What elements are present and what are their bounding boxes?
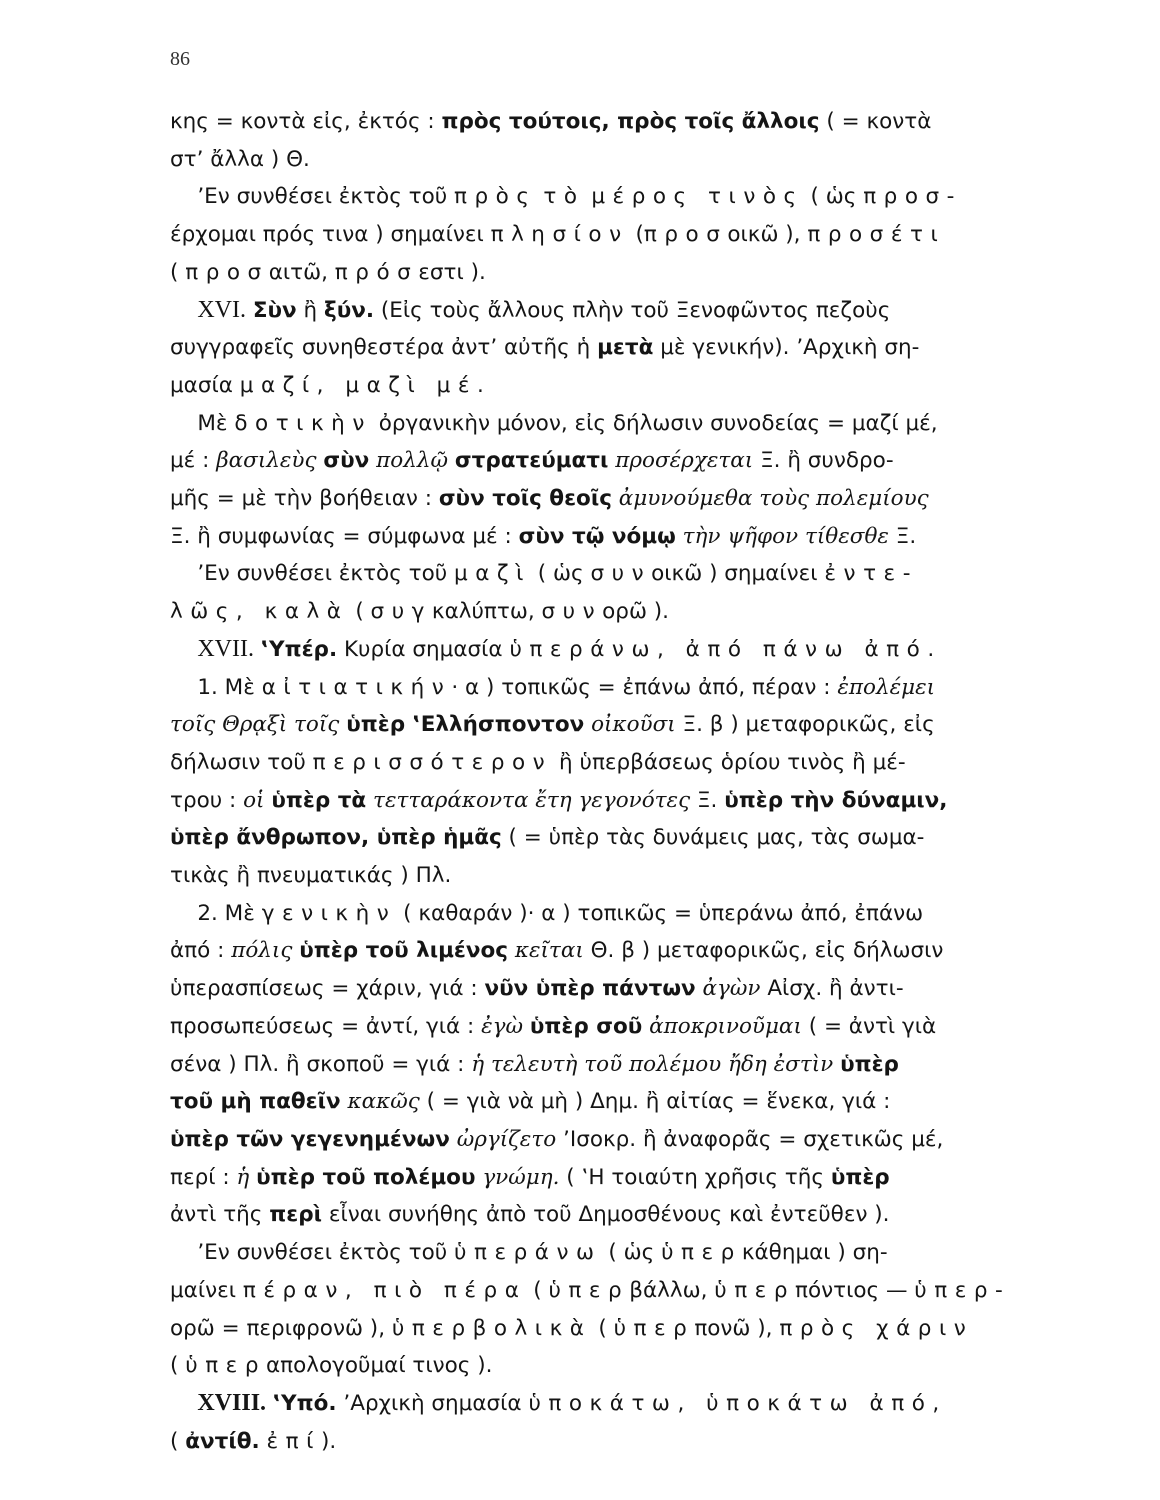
text-segment: ὑπὲρ [840,1051,899,1077]
text-segment: Ξ. ἢ συνδρο- [753,448,894,474]
text-segment: ἢ [296,297,324,323]
text-segment: ( [170,1353,186,1379]
text-segment: μὲ γενικήν). ’Αρχικὴ ση- [653,335,920,361]
text-segment: κεῖται [514,938,584,964]
text-segment: ἀποκρινοῦμαι [649,1013,802,1039]
text-segment [170,637,197,662]
text-segment: ( ὡς [803,184,864,210]
text-segment [260,1429,267,1454]
text-segment: ὑπὲρ σοῦ [529,1013,643,1039]
text-line [170,367,1090,405]
text-segment: πέραν, πιὸ πέρα [242,1277,527,1303]
text-line [170,254,1090,292]
text-segment: ἀπό : [170,938,232,964]
text-segment: Ξ. β ) μεταφορικῶς, εἰς [675,712,935,738]
text-segment: πρὸς χάριν [779,1315,974,1341]
text-line [170,970,1090,1008]
text-segment: 1. Μὲ [170,674,262,700]
text-line [170,857,1090,895]
text-line [170,1083,1090,1121]
text-segment: προσωπεύσεως = ἀντί, γιά : [170,1013,482,1039]
text-segment: τετταράκοντα ἔτη γεγονότες [373,787,691,813]
text-segment [696,976,703,1001]
text-segment: ὑπὲρ τὰ [271,787,367,813]
text-segment: στρατεύματι [454,448,609,474]
text-segment: κακῶς [347,1089,420,1115]
text-segment: αιτῶ, [268,259,335,285]
text-line [170,1385,1090,1423]
text-segment: Ξ. [690,787,725,813]
text-segment: οικῶ ) σημαίνει [651,561,825,587]
text-segment: ὑπερ [661,1240,742,1266]
text-segment: ( ὡς [530,561,591,587]
text-segment [450,1127,457,1152]
text-line [170,706,1090,744]
text-segment: πρόσ [334,259,419,285]
text-segment: τοῖς Θρᾳξὶ τοῖς [170,712,340,738]
text-line [170,1159,1090,1197]
text-line [170,1196,1090,1234]
text-segment: ορῶ = περιφρονῶ ), [170,1315,392,1341]
text-line [170,1234,1090,1272]
text-line [170,518,1090,556]
text-segment: δοτικὴν [234,410,372,436]
text-segment [170,1391,197,1416]
text-segment: μέ : [170,448,217,474]
text-segment [246,298,253,323]
text-segment: ἐπί [266,1428,321,1454]
text-segment: ὑπὲρ ἄνθρωπον, ὑπὲρ ἡμᾶς [170,825,502,851]
text-segment: τὸ [543,184,585,210]
text-line [170,782,1090,820]
text-segment: ἐντε- [824,561,918,587]
text-segment: ξύν. [324,297,375,323]
text-segment: συν [590,561,652,587]
text-segment: τοῦ μὴ παθεῖν [170,1089,341,1115]
text-line [170,1310,1090,1348]
text-segment [254,637,261,662]
text-segment: λῶς, καλὰ [170,599,349,625]
body-text [170,103,1090,1460]
text-segment: 2. Μὲ [170,900,262,926]
text-segment: σὺν [323,448,370,474]
text-line [170,669,1090,707]
page-number: 86 [170,48,190,70]
text-line [170,932,1090,970]
text-segment: ( = ὑπὲρ τὰς δυνάμεις μας, τὰς σωμα- [501,825,925,851]
text-line [170,593,1090,631]
text-line [170,1347,1090,1385]
text-line [170,555,1090,593]
text-segment: ὑπερβολικὰ [391,1315,592,1341]
text-segment: τρου : [170,787,244,813]
text-segment: ( [348,599,371,625]
text-segment: προσ [643,222,728,248]
text-segment: δήλωσιν τοῦ [170,749,313,775]
text-segment: ὀργανικὴν μόνον, εἰς δήλωσιν συνοδείας = μαζί μέ, [371,410,938,436]
text-segment: ἡ τελευτὴ τοῦ πολέμου ἤδη ἐστὶν [471,1051,834,1077]
text-segment: εστι ). [418,259,486,285]
text-segment: ἀμυνούμεθα τοὺς πολεμίους [618,486,929,512]
text-segment: XVII. [197,635,254,662]
text-segment: ὑπερ [185,1353,266,1379]
text-segment: (Εἰς τοὺς ἄλλους πλὴν τοῦ Ξενοφῶντος πεζοὺς [374,297,891,323]
text-segment: ( καθαράν )· α ) τοπικῶς = ὑπεράνω ἀπό, ἐπάνω [396,900,924,926]
text-segment: γενικὴν [261,900,397,926]
text-segment: ὑπερ- [914,1277,1011,1303]
text-segment: μετὰ [597,335,654,361]
text-segment: ’Εν συνθέσει ἐκτὸς τοῦ [170,1240,455,1266]
text-segment: ( [170,259,186,285]
text-segment: ἡ [236,1164,250,1190]
text-segment: πόντιος — [795,1277,915,1303]
text-line [170,1046,1090,1084]
text-segment: σένα ) Πλ. ἢ σκοποῦ = γιά : [170,1051,472,1077]
text-segment: εἶναι συνήθης ἀπὸ τοῦ Δημοσθένους καὶ ἐντεῦθεν ). [322,1202,890,1228]
text-segment: ἀντίθ. [185,1428,260,1454]
text-segment [266,1391,273,1416]
text-segment: μῆς = μὲ τὴν βοήθειαν : [170,486,439,512]
text-line [170,895,1090,933]
text-segment: σὺν τῷ νόμῳ [518,523,676,549]
text-segment: οἰκοῦσι [591,712,676,738]
text-segment: XVIII. [197,1389,267,1416]
text-segment: μασία [170,372,240,398]
text-segment: στ’ ἄλλα ) Θ. [170,146,310,172]
text-line [170,1008,1090,1046]
text-line [170,405,1090,443]
text-segment [341,1089,348,1114]
text-segment: ’Ισοκρ. ἢ ἀναφορᾶς = σχετικῶς μέ, [556,1126,944,1152]
text-segment: πονῶ ), [694,1315,780,1341]
text-segment: πολλῷ [376,448,449,474]
text-segment: ὑπερ [548,1277,630,1303]
text-segment: ὑπεράνω [454,1240,602,1266]
text-segment: γνώμη. [482,1164,560,1190]
text-segment: ( = γιὰ νὰ μὴ ) Δημ. ἢ αἰτίας = ἕνεκα, γιά : [419,1089,891,1115]
text-segment: ( [628,222,644,248]
text-segment: XVI. [197,296,246,323]
text-line [170,178,1090,216]
text-segment: περὶ [269,1202,323,1228]
text-segment: ‛Υπό. [272,1390,337,1416]
text-line [170,216,1090,254]
text-line [170,744,1090,782]
text-segment: ’Εν συνθέσει ἐκτὸς τοῦ [170,184,455,210]
text-segment: Κυρία σημασία [337,636,510,662]
text-segment: ( = ἀντὶ γιὰ [801,1013,937,1039]
text-segment [523,1014,530,1039]
text-segment: ὠργίζετο [456,1126,557,1152]
text-line [170,292,1090,330]
text-segment: συγ [370,599,432,625]
text-segment: νῦν ὑπὲρ πάντων [484,976,696,1002]
text-segment: πλησίον [490,222,629,248]
text-segment [508,938,515,963]
text-segment: ὑποκάτω, ὑποκάτω ἀπό, [528,1390,947,1416]
text-line [170,141,1090,179]
text-segment: ὑπὲρ τὴν δύναμιν, [724,787,948,813]
text-segment: προσέτι [807,222,946,248]
text-segment: μαζὶ [454,561,531,587]
text-segment: βάλλω, [629,1277,715,1303]
text-segment [612,486,619,511]
text-line [170,631,1090,669]
text-segment: ἀγὼν [702,976,761,1002]
text-segment: τὴν ψῆφον τίθεσθε [682,523,889,549]
text-segment: ( [526,1277,549,1303]
text-segment: Αἰσχ. ἢ ἀντι- [760,976,904,1002]
text-line [170,1121,1090,1159]
text-segment: καλύπτω, [431,599,542,625]
text-line [170,1272,1090,1310]
text-segment: ὑπερ [714,1277,796,1303]
text-line [170,329,1090,367]
text-segment: προσ- [863,184,962,210]
text-segment: ὑπερ [613,1315,695,1341]
text-segment: συν [541,599,603,625]
text-segment: πρὸς τούτοις, πρὸς τοῖς ἄλλοις [441,109,820,134]
text-segment: σὺν τοῖς θεοῖς [438,486,612,512]
text-segment: ( [591,1315,614,1341]
text-segment: Θ. β ) μεταφορικῶς, εἰς δήλωσιν [583,938,944,964]
text-segment: ορῶ ). [602,599,670,625]
text-segment: απολογοῦμαί τινος ). [266,1353,493,1379]
text-segment: περί : [170,1164,237,1190]
text-segment: ’Εν συνθέσει ἐκτὸς τοῦ [170,561,455,587]
text-segment: Ξ. [888,523,917,549]
text-segment: ἀντὶ τῆς [170,1202,270,1228]
text-segment: Μὲ [170,410,235,436]
text-segment [676,524,683,549]
text-segment: ὑπὲρ τοῦ πολέμου [256,1164,476,1190]
text-segment: ὑπερασπίσεως = χάριν, γιά : [170,976,485,1002]
text-segment: · α ) τοπικῶς = ἐπάνω ἀπό, πέραν : [451,674,838,700]
text-segment: Σὺν [252,297,297,323]
text-segment: ὑπὲρ [830,1164,890,1190]
text-segment: ). [320,1428,337,1454]
text-segment: ὑπὲρ τοῦ λιμένος [299,938,509,964]
text-segment: μέρος τινὸς [591,184,804,210]
text-segment: ἐγὼ [481,1013,524,1039]
text-segment: συγγραφεῖς συνηθεστέρα ἀντ’ αὐτῆς ἡ [170,335,598,361]
text-segment: αἰτιατικήν [261,674,452,700]
text-segment: κάθημαι ) ση- [741,1240,888,1266]
text-segment: προσέρχεται [615,448,754,474]
text-segment: τικὰς ἢ πνευματικάς ) Πλ. [170,863,452,889]
text-segment [170,298,197,323]
text-segment: ‛Υπέρ. [260,636,338,662]
text-segment: ὑπὲρ ‛Ελλήσποντον [346,712,585,738]
text-segment: ( [170,1428,186,1454]
text-segment [448,448,455,473]
text-segment: οικῶ ), [727,222,808,248]
text-segment: προσ [185,259,269,285]
text-segment: βασιλεὺς [216,448,317,474]
text-line [170,1423,1090,1461]
text-segment: ἢ ὑπερβάσεως ὁρίου τινὸς ἢ μέ- [552,749,906,775]
text-line [170,442,1090,480]
text-segment: ’Αρχικὴ σημασία [336,1390,529,1416]
text-segment: ἐπολέμει [837,674,936,700]
text-segment: μαίνει [170,1277,243,1303]
text-segment: κης = κοντὰ εἰς, ἐκτός : [170,109,442,134]
text-segment: ὑπὲρ τῶν γεγενημένων [170,1126,450,1152]
text-segment: ( ‛Η τοιαύτη χρῆσις τῆς [559,1164,831,1190]
text-segment: οἱ [243,787,265,813]
text-line [170,819,1090,857]
text-segment: ὑπεράνω, ἀπό πάνω ἀπό. [509,636,942,662]
text-segment: ( = κοντὰ [819,109,932,134]
text-segment: έρχομαι πρός τινα ) σημαίνει [170,222,491,248]
text-segment: μαζί, μαζὶ μέ. [239,372,492,398]
text-line [170,103,1090,141]
text-segment: πρὸς [454,184,537,210]
text-segment: πόλις [231,938,293,964]
text-segment: Ξ. ἢ συμφωνίας = σύμφωνα μέ : [170,523,519,549]
text-line [170,480,1090,518]
text-segment: περισσότερον [312,749,553,775]
text-segment: ( ὡς [601,1240,662,1266]
